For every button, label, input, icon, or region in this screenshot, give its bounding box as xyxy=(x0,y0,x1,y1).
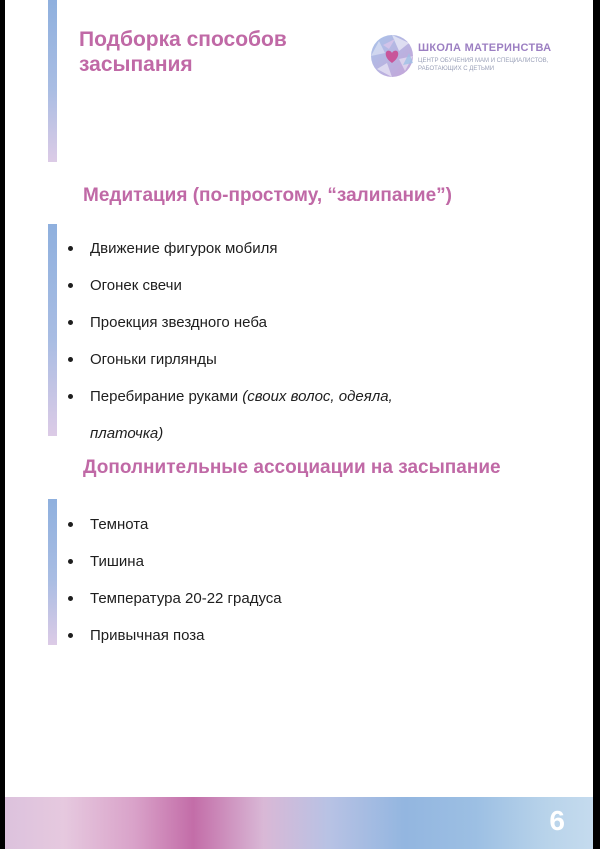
decor-vertical-bar-section1 xyxy=(48,224,57,436)
list-item xyxy=(65,378,460,452)
list-item: Огонек свечи xyxy=(65,267,460,304)
list-item: Привычная поза xyxy=(65,617,282,654)
associations-list xyxy=(65,506,282,654)
page-title xyxy=(79,27,349,77)
page-title-line2: засыпания xyxy=(79,53,193,76)
meditation-list xyxy=(65,230,460,452)
section-title-associations: Дополнительные ассоциации на засыпание xyxy=(83,457,501,478)
document-page xyxy=(5,0,593,849)
heart-logo-icon xyxy=(369,33,415,79)
list-item: Температура 20-22 градуса xyxy=(65,580,282,617)
list-item: Темнота xyxy=(65,506,282,543)
list-item: Движение фигурок мобиля xyxy=(65,230,460,267)
decor-vertical-bar-top xyxy=(48,0,57,162)
list-item: Огоньки гирлянды xyxy=(65,341,460,378)
decor-vertical-bar-section2 xyxy=(48,499,57,645)
list-item: Проекция звездного неба xyxy=(65,304,460,341)
section-title-meditation: Медитация (по-простому, “залипание”) xyxy=(83,185,452,206)
school-logo xyxy=(369,33,589,83)
list-item-note: (своих волос, одеяла, платочка) xyxy=(90,388,393,442)
logo-name: ШКОЛА МАТЕРИНСТВА xyxy=(418,42,552,54)
list-item-main-text: Перебирание руками xyxy=(90,388,239,405)
footer-band xyxy=(5,797,593,849)
page-title-line1: Подборка способов xyxy=(79,28,287,51)
page-number: 6 xyxy=(549,805,565,836)
list-item: Тишина xyxy=(65,543,282,580)
logo-subtitle: ЦЕНТР ОБУЧЕНИЯ МАМ И СПЕЦИАЛИСТОВ, РАБОТАЮЩИХ С ДЕТЬМИ xyxy=(418,58,549,72)
